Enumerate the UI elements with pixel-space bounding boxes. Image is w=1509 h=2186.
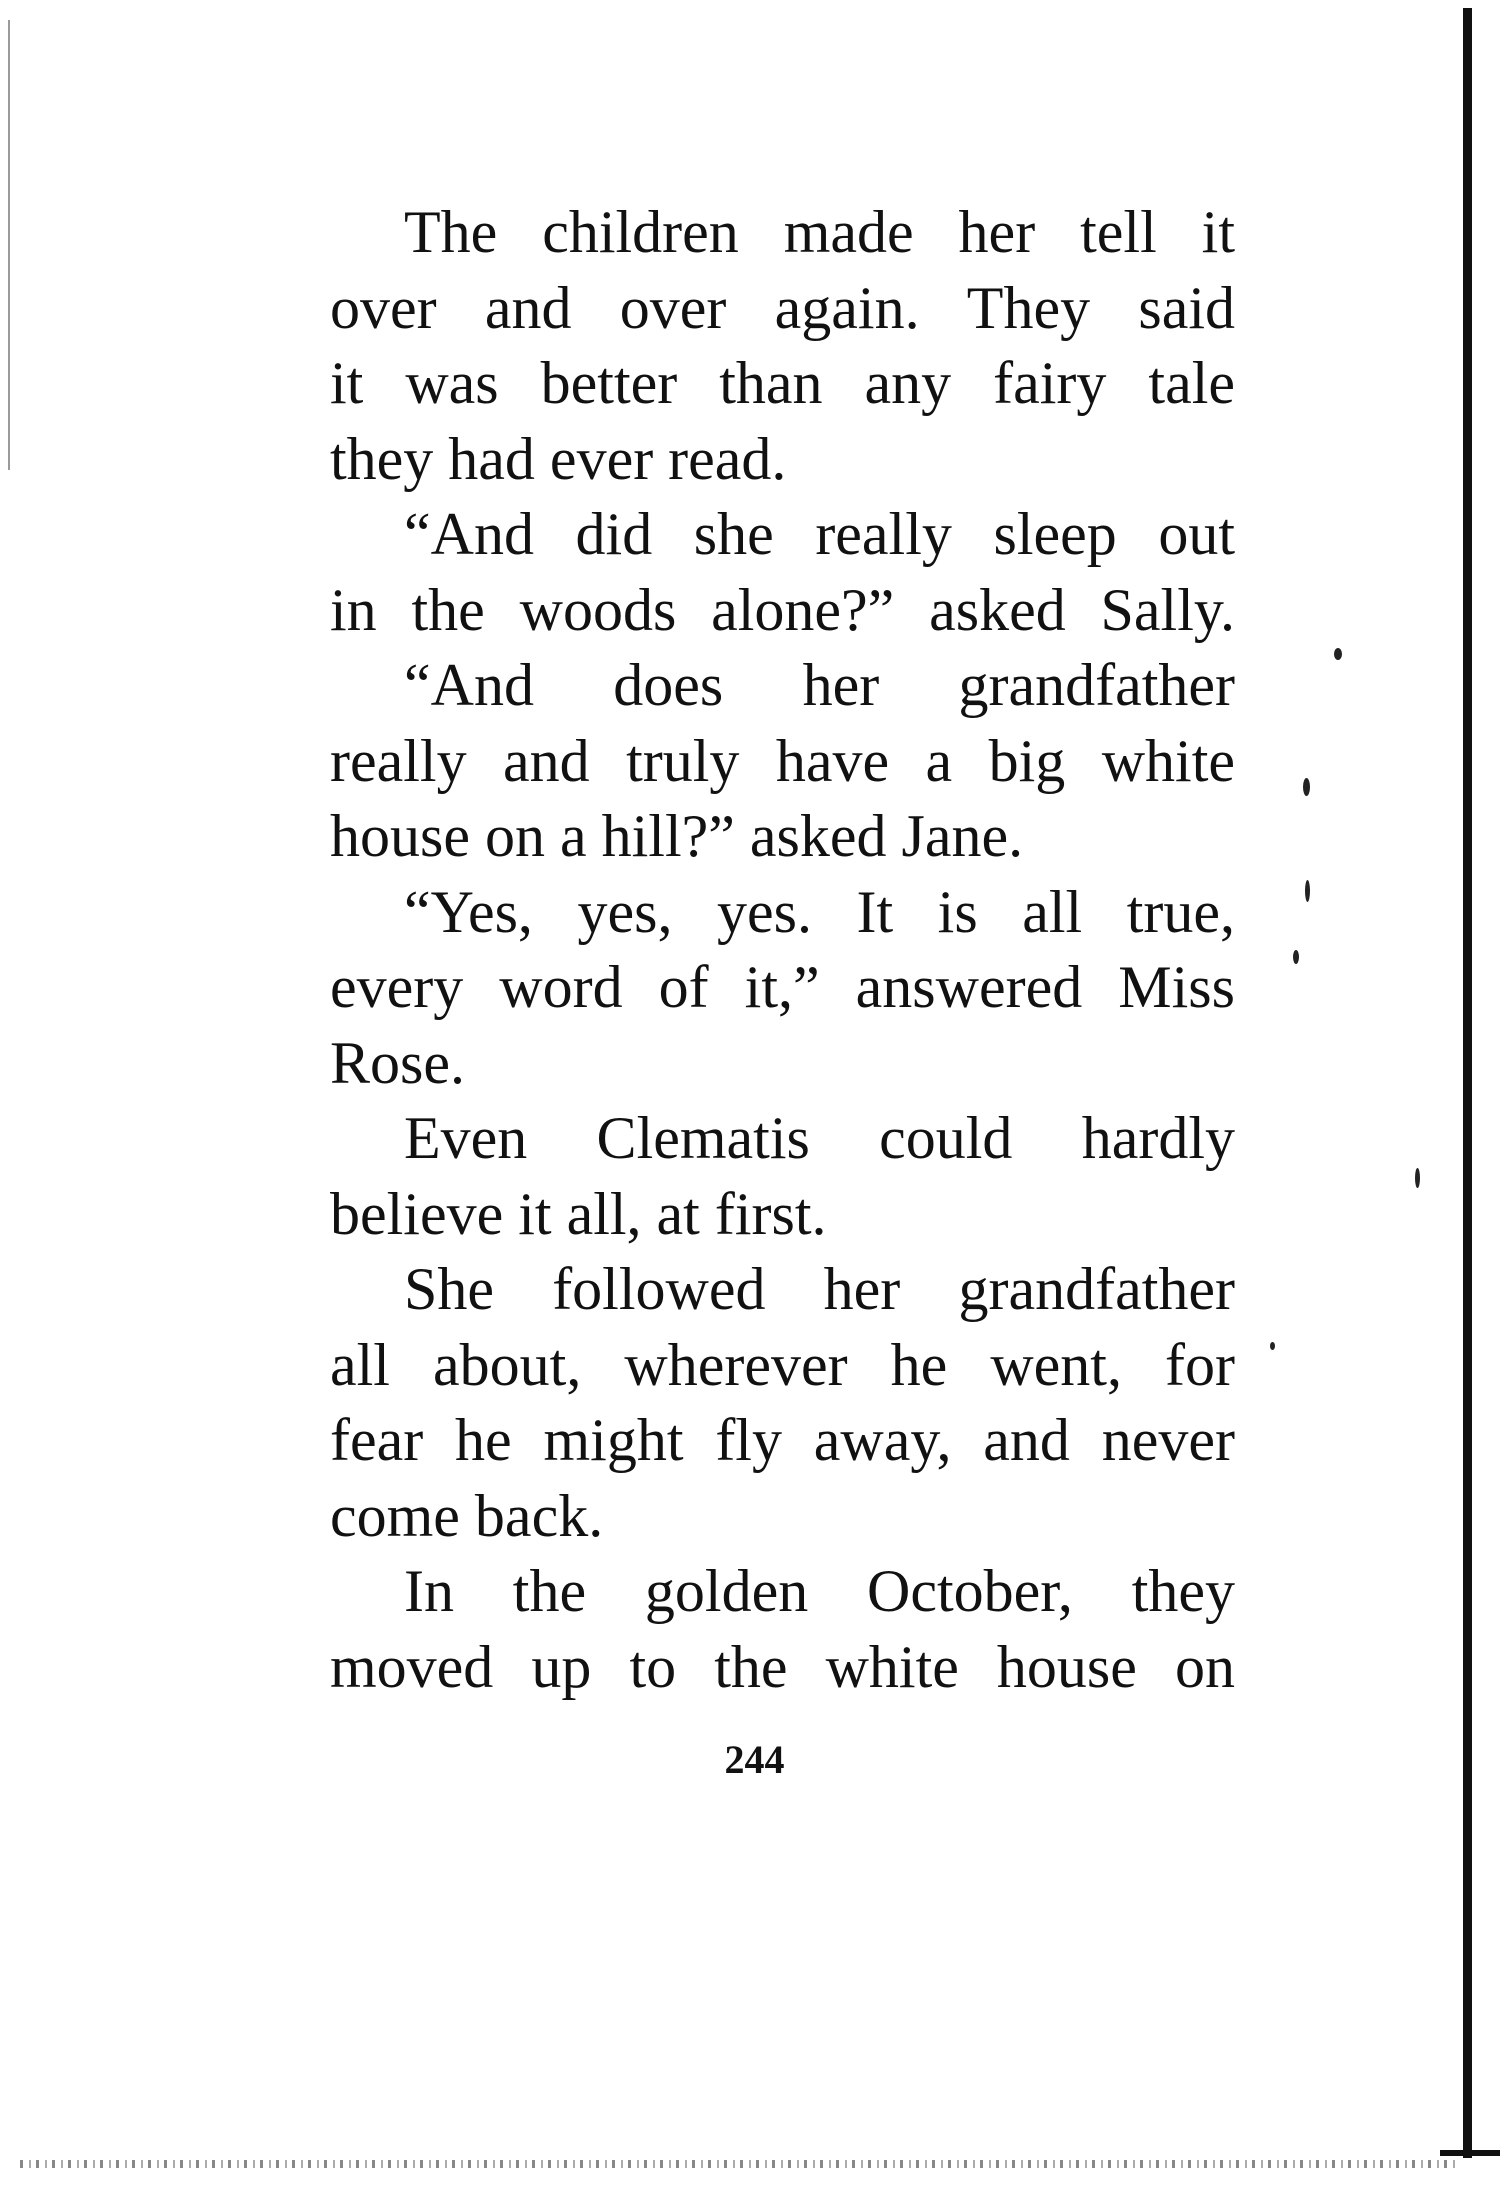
text-line: Rose. xyxy=(330,1029,465,1096)
ink-speck xyxy=(1334,648,1342,660)
page-number: 244 xyxy=(724,1737,785,1782)
text-line: all about, wherever he went, for xyxy=(330,1331,1235,1398)
text-line: they had ever read. xyxy=(330,425,787,492)
ink-speck xyxy=(1305,880,1310,902)
left-page-edge xyxy=(8,20,10,470)
text-line: She followed her grandfather xyxy=(404,1256,1235,1322)
bottom-scan-edge xyxy=(20,2160,1460,2168)
text-line: In the golden October, they xyxy=(404,1558,1235,1624)
text-line: it was better than any fairy tale xyxy=(330,350,1235,416)
ink-speck xyxy=(1303,778,1310,796)
text-line: in the woods alone?” asked Sally. xyxy=(330,576,1235,643)
page-binding-foot xyxy=(1440,2150,1500,2156)
text-line: come back. xyxy=(330,1482,604,1549)
text-line: really and truly have a big white xyxy=(330,727,1235,794)
text-line: Even Clematis could hardly xyxy=(404,1105,1235,1171)
ink-speck xyxy=(1270,1342,1275,1350)
text-line: The children made her tell it xyxy=(404,199,1235,265)
text-line: fear he might fly away, and never xyxy=(330,1407,1235,1473)
text-line: house on a hill?” asked Jane. xyxy=(330,803,1024,869)
body-text xyxy=(330,195,1235,1705)
text-line: “And does her grandfather xyxy=(404,652,1235,718)
text-line: every word of it,” answered Miss xyxy=(330,954,1235,1020)
text-line: moved up to the white house on xyxy=(330,1633,1235,1700)
ink-speck xyxy=(1293,950,1299,964)
text-line: over and over again. They said xyxy=(330,274,1235,341)
page-binding-edge xyxy=(1463,8,1472,2158)
text-line: “And did she really sleep out xyxy=(404,501,1235,567)
ink-speck xyxy=(1415,1168,1420,1188)
text-line: “Yes, yes, yes. It is all true, xyxy=(404,878,1235,945)
text-line: believe it all, at first. xyxy=(330,1180,827,1247)
